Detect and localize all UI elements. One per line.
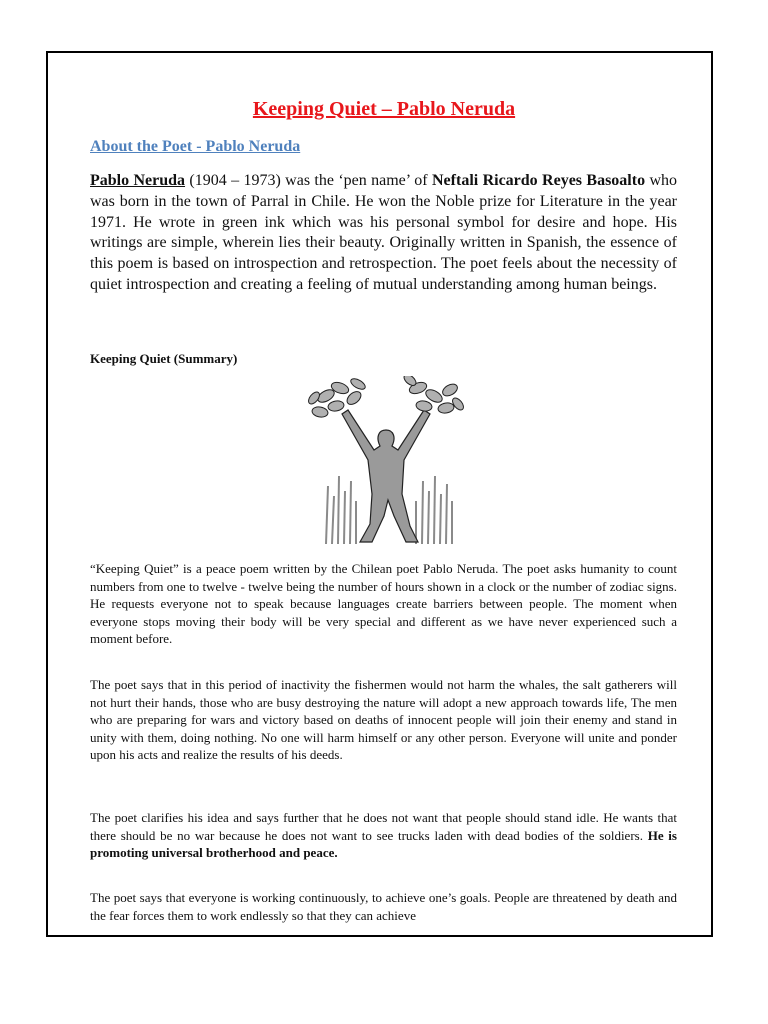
poet-name: Pablo Neruda <box>90 172 186 189</box>
summary-paragraph-2: The poet says that in this period of inactivity the fishermen would not harm the whales, the salt gatherers will not hurt their hands, those who are busy destroying the nature will adopt a new approach towards life, The men who are preparing for wars and victory based on deaths of innocent people will join their enemy and stand in unity with them, doing nothing. No one will harm himself or any other person. Everyone will unite and ponder upon his acts and realize the results of his deeds. <box>90 677 677 762</box>
poet-years: (1904 – 1973) was the ‘pen name’ of <box>185 172 432 189</box>
summary-paragraph-4: The poet says that everyone is working continuously, to achieve one’s goals. People are threatened by death and the fear forces them to work endlessly so that they can achieve <box>90 890 677 923</box>
page-title: Keeping Quiet – Pablo Neruda <box>252 98 516 120</box>
summary-paragraph-3 <box>90 809 677 862</box>
summary-heading: Keeping Quiet (Summary) <box>90 351 238 366</box>
summary-paragraph-3-text: The poet clarifies his idea and says further that he does not want that people should stand idle. He wants that there should be no war because he does not want to see trucks laden with dead bodies of the soldiers. <box>90 810 677 843</box>
poet-bio-paragraph <box>90 171 677 296</box>
summary-paragraph-1: “Keeping Quiet” is a peace poem written by the Chilean poet Pablo Neruda. The poet asks humanity to count numbers from one to twelve - twelve being the number of hours shown in a clock or the number of zodiac signs. He requests everyone not to speak because languages create barriers between people. The moment when everyone stops moving their body will be very special and different as we have never experienced such a moment before. <box>90 561 677 646</box>
section-heading-about-poet: About the Poet - Pablo Neruda <box>90 138 301 155</box>
tree-man-illustration <box>306 376 466 546</box>
summary-paragraph-3-bold: He is promoting universal brotherhood and peace. <box>90 827 677 860</box>
poet-bio-text: who was born in the town of Parral in Chile. He won the Noble prize for Literature in the year 1971. He wrote in green ink which was his personal symbol for desire and hope. His writings are simple, wherein lies their beauty. Originally written in Spanish, the essence of this poem is based on introspection and retrospection. The poet feels about the necessity of quiet introspection and creating a feeling of mutual understanding among human beings. <box>90 172 678 293</box>
poet-real-name: Neftali Ricardo Reyes Basoalto <box>432 172 646 189</box>
